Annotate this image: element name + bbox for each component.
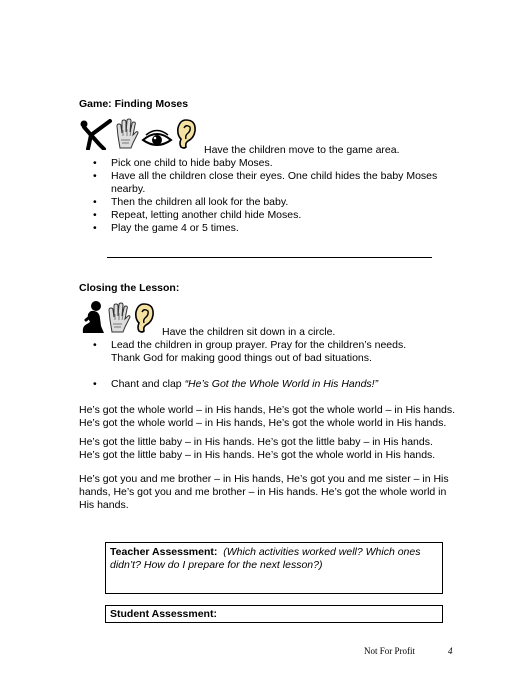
section-divider [107, 257, 432, 258]
hand-icon [115, 118, 139, 150]
verse-line: He’s got the little baby – in His hands. He’s got the little baby – in His hands. [79, 436, 433, 448]
teacher-assessment-prompt: didn’t? How do I prepare for the next lesson?) [110, 559, 323, 571]
page-number: 4 [448, 646, 453, 656]
list-item: • Have all the children close their eyes. One child hides the baby Moses nearby. [93, 170, 453, 196]
eye-icon [141, 128, 173, 150]
game-bullet-list [93, 157, 453, 235]
verse-1 [79, 404, 455, 430]
hand-icon [107, 302, 131, 334]
list-item: • Repeat, letting another child hide Moses. [93, 209, 453, 222]
song-title: “He’s Got the Whole World in His Hands!” [184, 378, 379, 390]
game-icon-row [79, 118, 197, 150]
chant-prefix: Chant and clap [111, 378, 185, 390]
list-item: • Pick one child to hide baby Moses. [93, 157, 453, 170]
list-item [93, 378, 453, 391]
closing-heading: Closing the Lesson: [79, 282, 180, 294]
closing-intro-text: Have the children sit down in a circle. [162, 326, 336, 338]
verse-line: He’s got the whole world – in His hands, He’s got the whole world – in His hands. [79, 404, 456, 416]
verse-line: hands, He’s got you and me brother – in His hands. He’s got the whole world in [79, 486, 447, 498]
closing-icon-row [79, 300, 155, 334]
ear-icon [175, 118, 197, 150]
moving-person-icon [79, 118, 113, 150]
list-item: • Then the children all look for the baby. [93, 196, 453, 209]
verse-line: He’s got the little baby – in His hands. He’s got the whole world in His hands. [79, 449, 436, 461]
game-heading: Game: Finding Moses [79, 98, 189, 110]
ear-icon [133, 302, 155, 334]
verse-line: His hands. [79, 499, 129, 511]
verse-line: He’s got you and me brother – in His hands, He’s got you and me sister – in His [79, 473, 449, 485]
list-item: • Play the game 4 or 5 times. [93, 222, 453, 235]
footer-text: Not For Profit [364, 646, 416, 656]
student-assessment-box[interactable] [105, 605, 443, 623]
teacher-assessment-prompt: (Which activities worked well? Which ones [223, 546, 421, 558]
verse-2 [79, 436, 435, 462]
list-item: • Lead the children in group prayer. Pray for the children’s needs. Thank God for making good things out of bad situations. [93, 339, 438, 365]
verse-3 [79, 473, 449, 512]
kneeling-person-icon [79, 300, 105, 334]
teacher-assessment-label: Teacher Assessment: [110, 546, 218, 558]
student-assessment-label: Student Assessment: [110, 608, 217, 620]
closing-bullet-list [93, 339, 438, 365]
chant-bullet-list [93, 378, 453, 391]
teacher-assessment-box[interactable] [105, 542, 443, 594]
game-intro-text: Have the children move to the game area. [204, 144, 400, 156]
verse-line: He’s got the whole world – in His hands, He’s got the whole world in His hands. [79, 417, 447, 429]
